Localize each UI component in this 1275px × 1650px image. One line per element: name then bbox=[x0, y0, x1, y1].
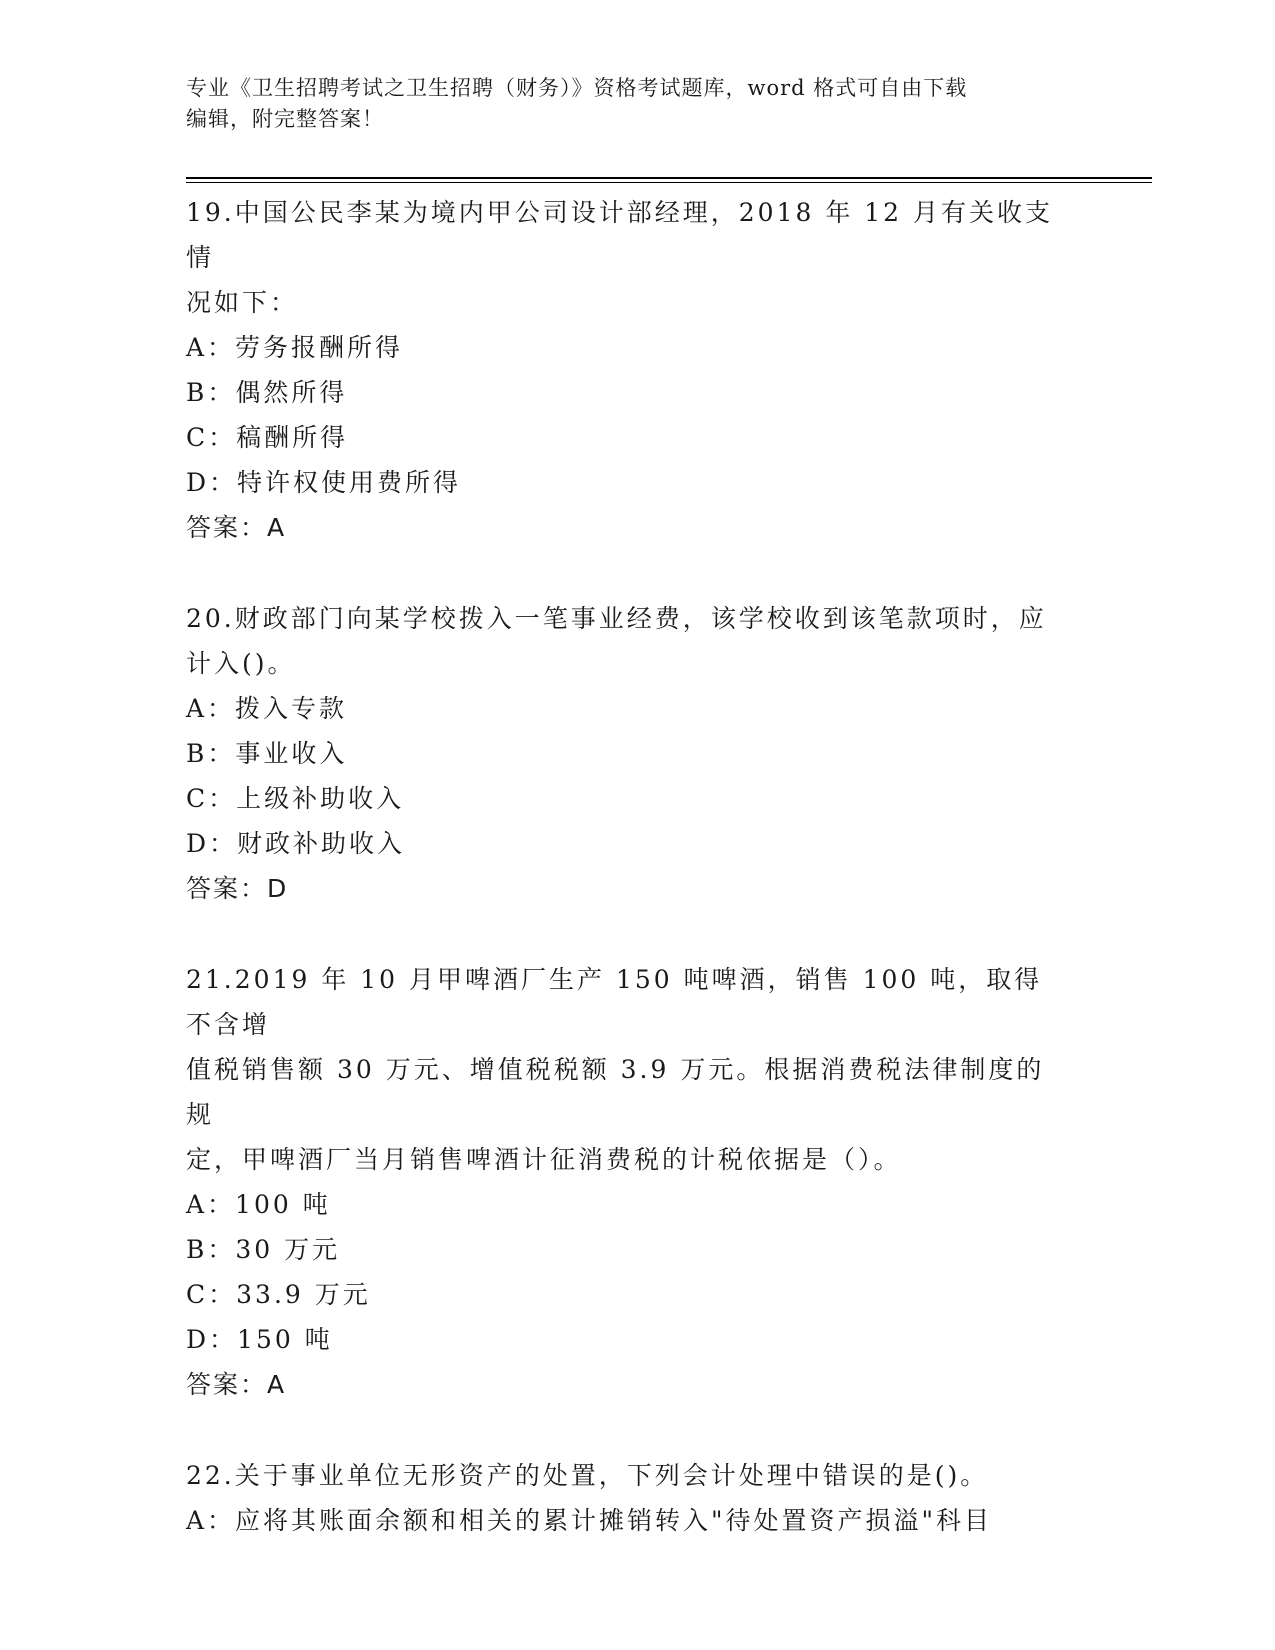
question-21 bbox=[186, 957, 1066, 1407]
question-20 bbox=[186, 596, 1066, 911]
option-a: A：应将其账面余额和相关的累计摊销转入"待处置资产损溢"科目 bbox=[186, 1506, 993, 1535]
option-b: B：偶然所得 bbox=[186, 378, 348, 407]
header-rule-thick bbox=[186, 177, 1152, 179]
question-stem-line: 22.关于事业单位无形资产的处置，下列会计处理中错误的是()。 bbox=[186, 1461, 989, 1490]
option-d: D：特许权使用费所得 bbox=[186, 468, 462, 497]
questions-container bbox=[186, 190, 1066, 1543]
question-stem-line: 定，甲啤酒厂当月销售啤酒计征消费税的计税依据是（）。 bbox=[186, 1145, 902, 1174]
question-stem-line: 19.中国公民李某为境内甲公司设计部经理，2018 年 12 月有关收支情 bbox=[186, 198, 1054, 272]
question-stem-line: 计入()。 bbox=[186, 649, 296, 678]
option-c: C：33.9 万元 bbox=[186, 1280, 371, 1309]
option-d: D：财政补助收入 bbox=[186, 829, 406, 858]
option-b: B：事业收入 bbox=[186, 739, 348, 768]
option-a: A：100 吨 bbox=[186, 1190, 331, 1219]
header-line-2: 编辑，附完整答案！ bbox=[186, 107, 384, 131]
question-stem-line: 况如下： bbox=[186, 288, 299, 317]
question-stem-line: 值税销售额 30 万元、增值税税额 3.9 万元。根据消费税法律制度的规 bbox=[186, 1055, 1045, 1129]
answer: 答案：D bbox=[186, 874, 289, 903]
option-d: D：150 吨 bbox=[186, 1325, 333, 1354]
option-a: A：拨入专款 bbox=[186, 694, 348, 723]
option-c: C：上级补助收入 bbox=[186, 784, 405, 813]
option-a: A：劳务报酬所得 bbox=[186, 333, 404, 362]
question-19 bbox=[186, 190, 1066, 550]
question-stem-line: 20.财政部门向某学校拨入一笔事业经费，该学校收到该笔款项时，应 bbox=[186, 604, 1047, 633]
header-rule-thin bbox=[186, 182, 1152, 183]
document-header bbox=[186, 73, 1066, 135]
answer: 答案：A bbox=[186, 1370, 287, 1399]
option-b: B：30 万元 bbox=[186, 1235, 341, 1264]
header-line-1: 专业《卫生招聘考试之卫生招聘（财务）》资格考试题库，word 格式可自由下载 bbox=[186, 76, 968, 100]
option-c: C：稿酬所得 bbox=[186, 423, 349, 452]
question-22 bbox=[186, 1453, 1066, 1543]
answer: 答案：A bbox=[186, 513, 287, 542]
question-stem-line: 21.2019 年 10 月甲啤酒厂生产 150 吨啤酒，销售 100 吨，取得不含增 bbox=[186, 965, 1043, 1039]
